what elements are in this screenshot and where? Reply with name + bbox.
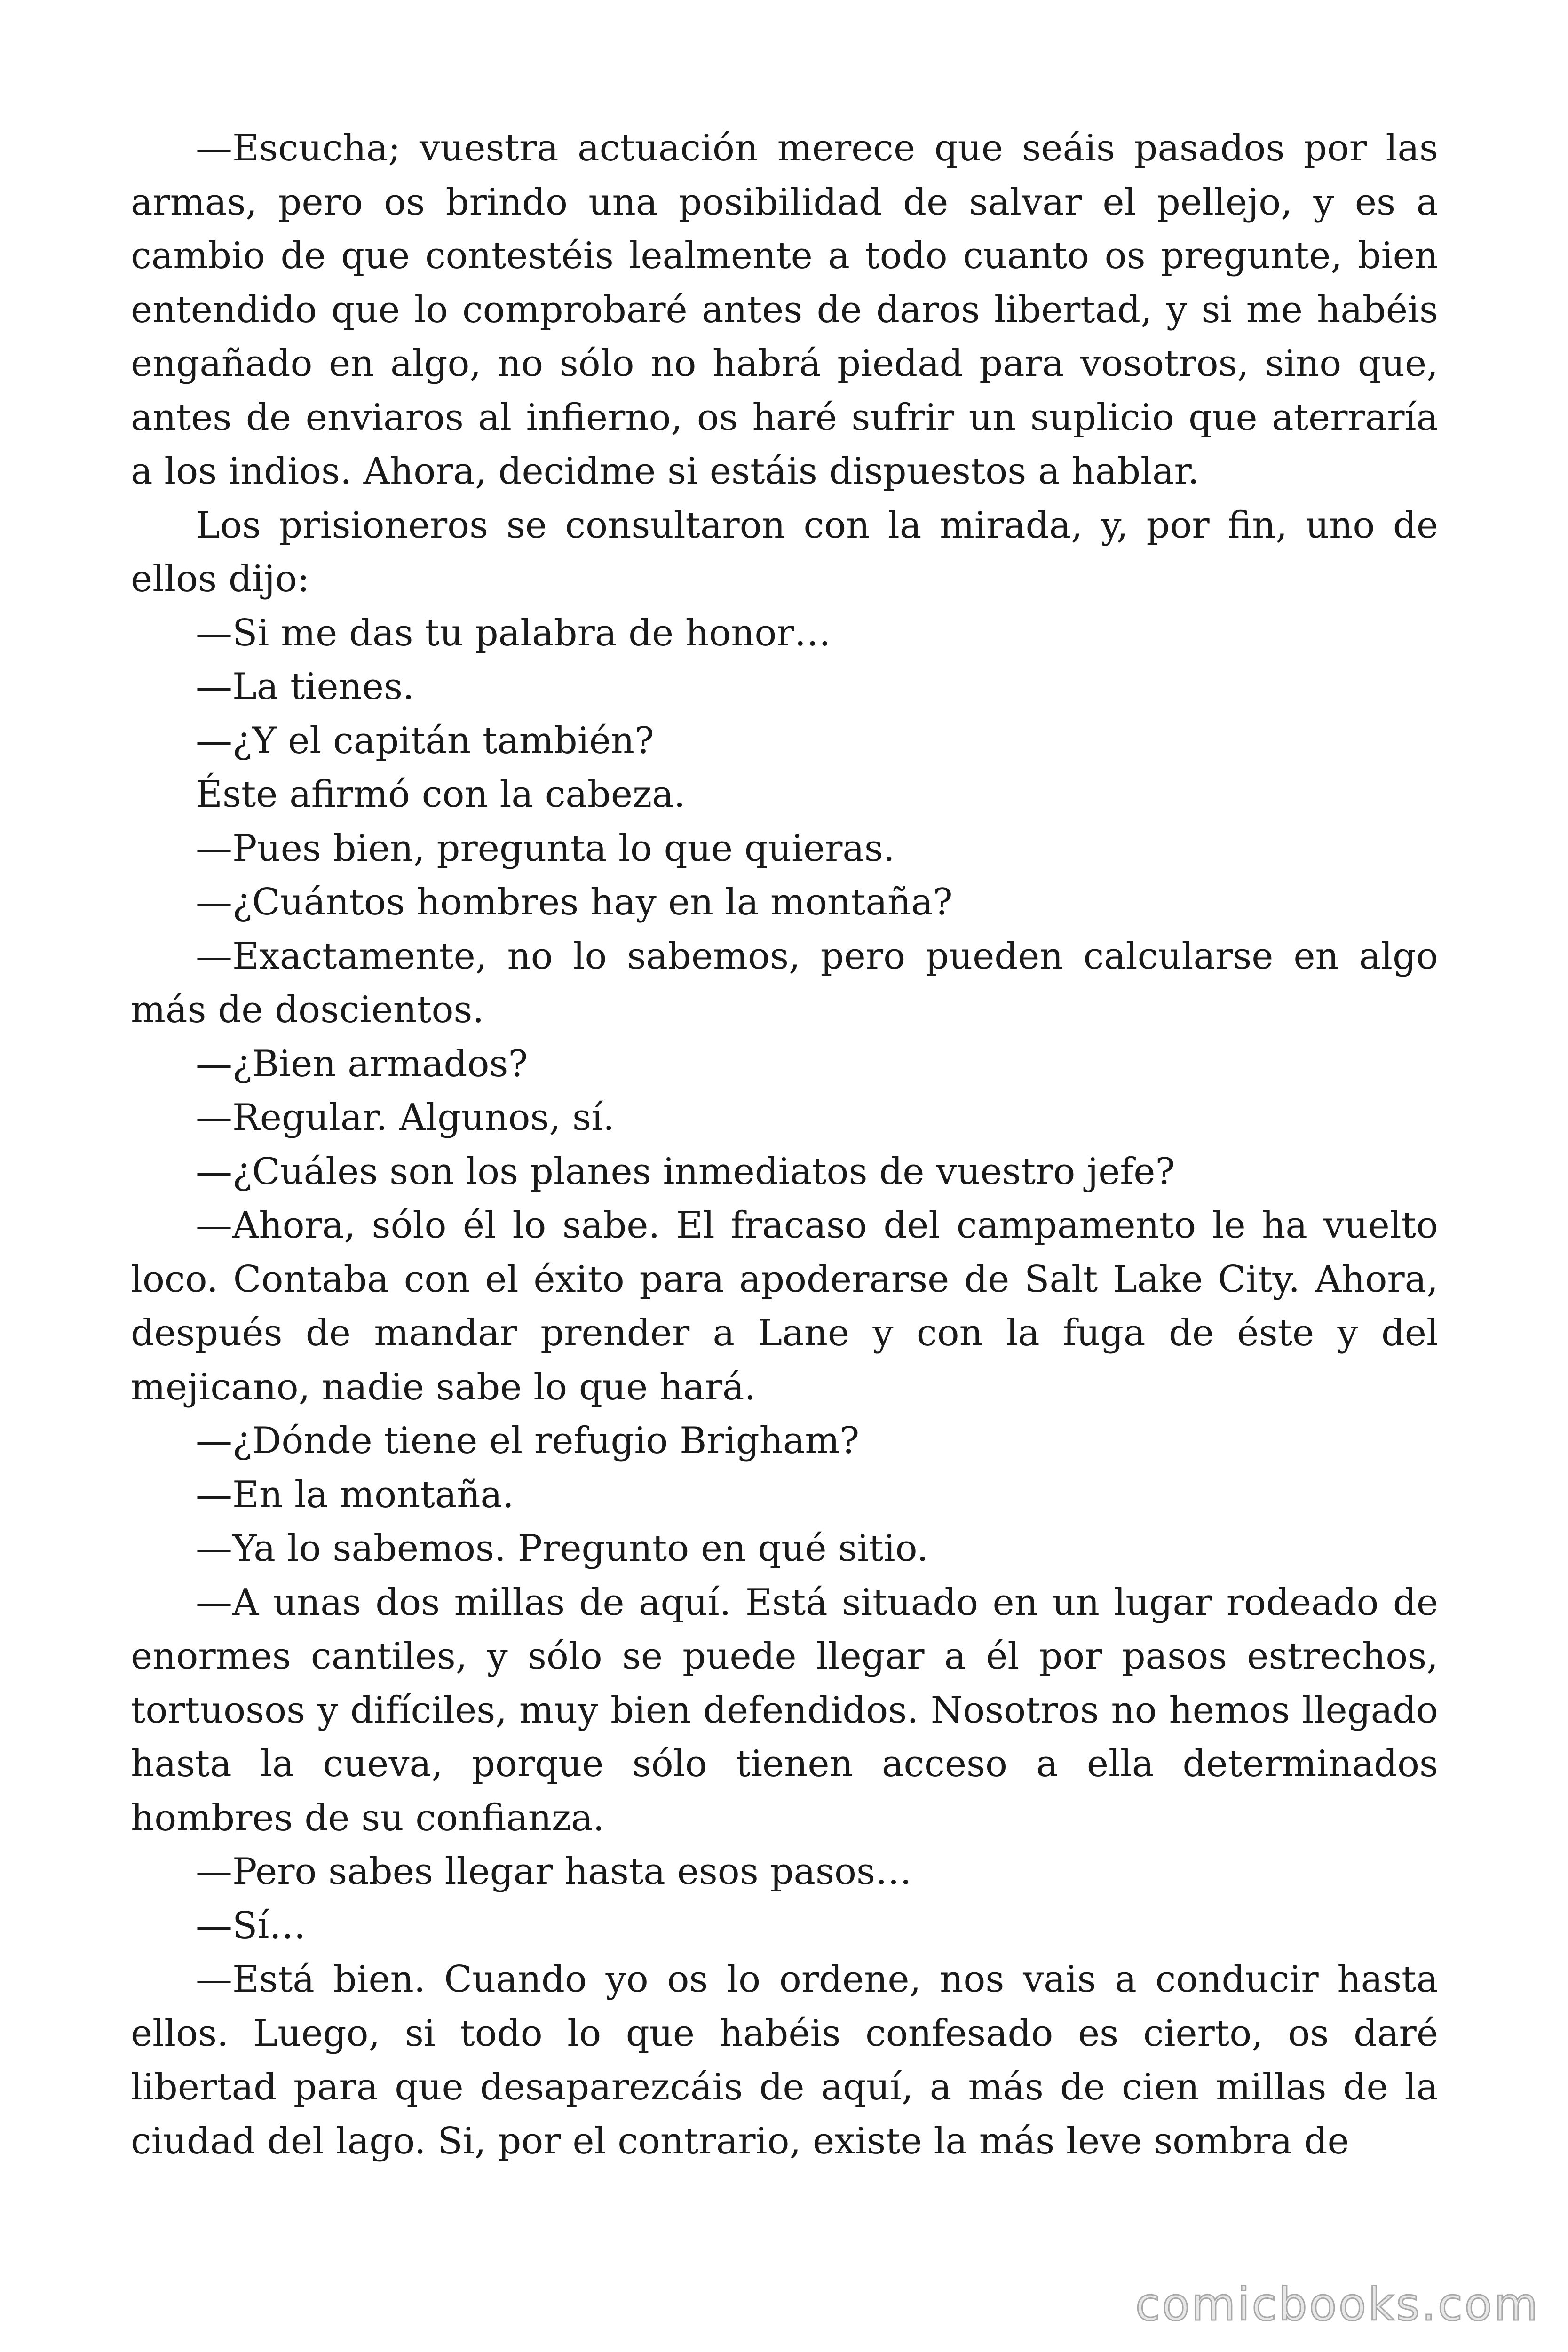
paragraph: —Exactamente, no lo sabemos, pero pueden calcularse en algo más de doscientos. — [131, 935, 1438, 1031]
paragraph: —¿Cuáles son los planes inmediatos de vuestro jefe? — [196, 1150, 1175, 1193]
paragraph: —¿Cuántos hombres hay en la montaña? — [196, 881, 953, 923]
paragraph: Los prisioneros se consultaron con la mirada, y, por fin, uno de ellos dijo: — [131, 504, 1438, 600]
paragraph: Éste afirmó con la cabeza. — [196, 773, 686, 816]
paragraph: —Pues bien, pregunta lo que quieras. — [196, 827, 895, 870]
body-text — [131, 121, 1438, 2168]
paragraph: —¿Bien armados? — [196, 1042, 528, 1085]
watermark: comicbooks.com — [1135, 2278, 1540, 2331]
paragraph: —Pero sabes llegar hasta esos pasos… — [196, 1851, 912, 1893]
paragraph: —Si me das tu palabra de honor… — [196, 612, 831, 654]
paragraph: —Regular. Algunos, sí. — [196, 1097, 615, 1139]
paragraph: —¿Y el capitán también? — [196, 719, 654, 762]
paragraph: —En la montaña. — [196, 1473, 514, 1516]
paragraph: —Está bien. Cuando yo os lo ordene, nos vais a conducir hasta ellos. Luego, si todo lo que habéis confesado es cierto, os daré libertad para que desaparezcáis de aquí, a más de cien millas de la ciudad del lago. Si, por el contrario, existe la más leve sombra de — [131, 1958, 1438, 2162]
paragraph: —La tienes. — [196, 666, 414, 708]
paragraph: —¿Dónde tiene el refugio Brigham? — [196, 1420, 860, 1462]
paragraph: —Ya lo sabemos. Pregunto en qué sitio. — [196, 1527, 928, 1570]
paragraph: —Escucha; vuestra actuación merece que seáis pasados por las armas, pero os brindo una posibilidad de salvar el pellejo, y es a cambio de que contestéis lealmente a todo cuanto os pregunte, bien entendido que lo comprobaré antes de daros libertad, y si me habéis engañado en algo, no sólo no habrá piedad para vosotros, sino que, antes de enviaros al infierno, os haré sufrir un suplicio que aterraría a los indios. Ahora, decidme si estáis dispuestos a hablar. — [131, 127, 1438, 493]
paragraph: —A unas dos millas de aquí. Está situado en un lugar rodeado de enormes cantiles, y sólo se puede llegar a él por pasos estrechos, tortuosos y difíciles, muy bien defendidos. Nosotros no hemos llegado hasta la cueva, porque sólo tienen acceso a ella determinados hombres de su confianza. — [131, 1581, 1438, 1839]
paragraph: —Ahora, sólo él lo sabe. El fracaso del campamento le ha vuelto loco. Contaba con el éxito para apoderarse de Salt Lake City. Ahora, después de mandar prender a Lane y con la fuga de éste y del mejicano, nadie sabe lo que hará. — [131, 1204, 1438, 1408]
paragraph: —Sí… — [196, 1904, 306, 1947]
